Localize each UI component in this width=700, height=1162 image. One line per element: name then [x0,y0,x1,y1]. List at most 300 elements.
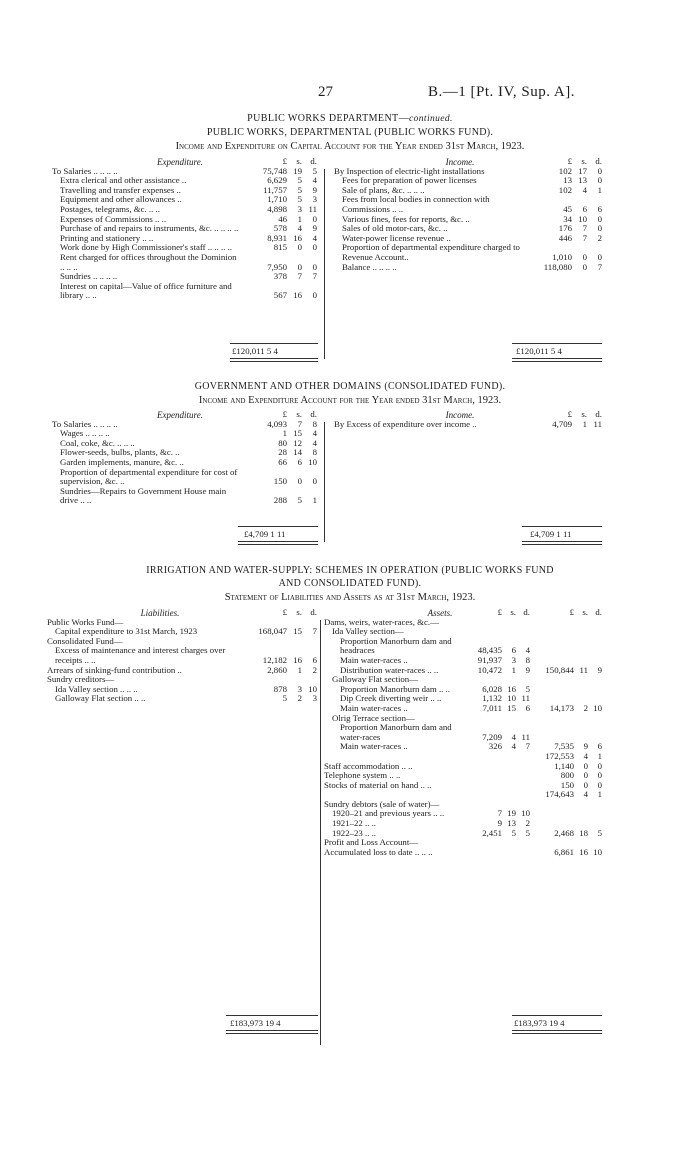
row-pence: 7 [597,261,602,272]
row-label: Purchase of and repairs to instruments, &c. .. .. .. .. [60,223,239,234]
row-pence: 7 [312,271,317,282]
row-pence: 0 [597,213,602,224]
row-pence-outer [588,714,602,724]
account-row [52,468,317,487]
row-pence: 2 [597,232,602,243]
row-shillings-outer [574,809,588,819]
row-pounds-outer: 174,643 [545,789,574,800]
row-shillings: 10 [578,213,587,224]
row-shillings-outer: 2 [583,702,588,713]
row-label: Proportion Manorburn dam and headraces [340,635,452,656]
row-pounds: 4,093 [267,418,287,429]
row-pounds: 6,629 [267,175,287,186]
row-pounds-inner: 10,472 [477,664,502,675]
row-pounds-outer: 2,468 [554,827,574,838]
row-pounds: 578 [273,223,287,234]
row-shillings-inner: 4 [511,731,516,742]
row-shillings: 16 [293,232,302,243]
row-shillings-inner: 3 [511,654,516,665]
account-row [52,487,317,506]
row-pence-outer [588,800,602,810]
row-pounds: 815 [273,242,287,253]
row-pence: 3 [312,693,317,704]
row-label: Rent charged for offices throughout the Dominion .. .. .. [60,251,237,272]
row-shillings: 13 [578,175,587,186]
section3-account-title: Statement of Liabilities and Assets as at 31st March, 1923. [224,592,476,603]
row-label: Sundry creditors— [47,674,115,685]
s3-assets-table [324,608,602,857]
row-label: Public Works Fund— [47,616,124,627]
s3-liab-total: £183,973 19 4 [230,1018,281,1028]
account-row [47,694,317,704]
row-shillings: 1 [297,664,302,675]
row-pence-outer [588,627,602,637]
row-pence: 3 [312,194,317,205]
row-pounds-outer: 1,140 [554,760,574,771]
row-pence: 0 [312,476,317,487]
row-pounds-inner: 9 [497,818,502,829]
row-shillings-outer: 11 [579,664,588,675]
row-pounds [243,637,287,647]
row-pence: 11 [308,203,317,214]
row-pence-inner: 6 [525,702,530,713]
row-label: Proportion of departmental expenditure charged to Revenue Account.. [342,242,520,262]
row-pounds: 118,080 [543,261,572,272]
row-pounds: 66 [278,456,287,467]
row-pence-outer: 0 [597,760,602,771]
row-label: Fees from local bodies in connection with Commissions .. .. [342,194,490,214]
section1-fund-title: PUBLIC WORKS, DEPARTMENTAL (PUBLIC WORKS FUND). [206,127,494,138]
row-shillings-inner: 16 [507,683,516,694]
s1-inc-double-rule [512,358,602,362]
row-label: 1921–22 .. .. [332,818,376,829]
pounds-header: £ [497,607,502,617]
row-shillings-outer: 4 [583,789,588,800]
shillings-header: s. [296,409,302,419]
row-pounds: 446 [558,232,572,243]
row-shillings-inner [502,781,516,791]
row-pence: 11 [593,418,602,429]
row-pounds-outer: 6,861 [554,846,574,857]
row-shillings: 15 [293,428,302,439]
row-shillings-outer [574,675,588,685]
row-pence-inner: 10 [521,808,530,819]
row-pounds: 176 [558,223,572,234]
shillings-header: s. [296,607,302,617]
pounds-header: £ [569,607,574,617]
row-shillings: 2 [297,693,302,704]
row-label: Dip Creek diverting weir .. .. [340,693,442,704]
row-label: Excess of maintenance and interest charges over receipts .. .. [55,645,226,665]
row-pence: 0 [597,165,602,176]
row-pence: 0 [312,261,317,272]
pounds-header: £ [567,156,572,166]
row-pence: 1 [312,495,317,506]
shillings-header: s. [296,156,302,166]
row-pence: 4 [312,428,317,439]
row-pounds-outer [530,675,574,685]
row-pence-inner: 8 [525,654,530,665]
row-shillings: 0 [582,251,587,262]
s2-inc-rule [522,526,602,527]
row-label: Sundries .. .. .. .. [60,271,118,282]
row-pounds-outer: 150 [560,779,574,790]
row-shillings-outer: 18 [579,827,588,838]
row-pounds-outer: 172,553 [545,750,574,761]
row-label: Balance .. .. .. .. [342,261,397,272]
row-pounds: 1 [282,428,287,439]
section2-account-title: Income and Expenditure Account for the Year ended 31st March, 1923. [198,395,502,406]
row-shillings-inner: 15 [507,702,516,713]
row-pounds-inner: 48,435 [477,645,502,656]
row-pounds: 2,860 [267,664,287,675]
row-shillings-inner: 5 [511,827,516,838]
pence-header: d. [595,409,602,419]
row-pence: 1 [597,184,602,195]
row-label: Water-power license revenue .. [342,232,451,243]
account-row [47,646,317,665]
row-pounds-inner [464,838,502,857]
row-pence: 0 [312,213,317,224]
row-shillings: 1 [297,213,302,224]
row-pounds-inner [464,800,502,810]
row-label: Equipment and other allowances .. [60,194,182,205]
s1-inc-rule [512,343,602,344]
row-shillings: 4 [582,184,587,195]
row-pounds: 567 [273,290,287,301]
row-pence-inner: 4 [525,645,530,656]
row-label: Proportion Manorburn dam .. .. [340,683,450,694]
row-pence-outer: 0 [597,770,602,781]
row-pounds: 150 [273,476,287,487]
row-shillings: 19 [293,165,302,176]
row-pounds: 102 [558,165,572,176]
row-shillings-inner: 13 [507,818,516,829]
row-pence: 0 [312,290,317,301]
shillings-header: s. [510,607,516,617]
row-pence-inner: 2 [525,818,530,829]
row-shillings: 5 [297,184,302,195]
row-label: Profit and Loss Account—Accumulated loss to date .. .. .. [324,837,433,857]
row-shillings: 0 [297,261,302,272]
row-pounds-outer [530,685,574,695]
s3-assets-double-rule [512,1030,602,1034]
s3-liabilities-table [47,608,317,704]
row-label: Main water-races .. [340,702,408,713]
row-pounds: 878 [273,683,287,694]
s3-liab-double-rule [226,1030,318,1034]
row-shillings-outer [574,714,588,724]
row-pounds-inner: 326 [488,741,502,752]
row-shillings: 12 [293,437,302,448]
s1-exp-rule [230,343,318,344]
account-row [334,263,602,273]
pounds-header: £ [282,409,287,419]
row-pence-outer: 10 [593,846,602,857]
row-pence-outer [588,618,602,628]
row-pence-outer [588,675,602,685]
row-shillings-inner: 10 [507,693,516,704]
row-pounds: 4,709 [552,418,572,429]
row-pence-inner [516,618,530,628]
row-label: Postages, telegrams, &c. .. .. [60,203,160,214]
row-label: Proportion Manorburn dam and water-races [340,722,452,742]
row-pounds: 75,748 [262,165,287,176]
row-pounds-outer [530,618,574,628]
row-label: Garden implements, manure, &c. .. [60,456,184,467]
row-label: Staff accommodation .. .. [324,760,413,771]
s1-expenditure-heading: Expenditure. [157,157,203,167]
row-shillings-inner [502,838,516,857]
row-shillings: 5 [297,194,302,205]
row-pounds: 4,898 [267,203,287,214]
row-label: Fees for preparation of power licenses [342,175,477,186]
row-pounds: 168,047 [258,626,287,637]
row-pence-inner: 9 [525,664,530,675]
row-pence-outer [588,637,602,656]
row-label: Galloway Flat section .. .. [55,693,146,704]
row-shillings-outer [574,800,588,810]
row-pounds: 34 [563,213,572,224]
row-shillings: 0 [297,476,302,487]
row-label: Sale of plans, &c. .. .. .. [342,184,425,195]
row-shillings: 3 [297,683,302,694]
pence-header: d. [523,607,530,617]
row-pounds: 1,710 [267,194,287,205]
row-pounds-outer [530,800,574,810]
row-pence-inner: 5 [525,827,530,838]
row-shillings-inner [502,627,516,637]
account-row [334,195,602,214]
row-pence-inner: 7 [525,741,530,752]
row-shillings: 5 [297,175,302,186]
row-shillings: 6 [582,203,587,214]
row-pence: 0 [597,223,602,234]
row-label: Interest on capital—Value of office furniture and library .. .. [60,280,232,301]
row-pounds-inner: 7,011 [482,702,502,713]
row-pence-inner [516,790,530,800]
row-pounds-inner [464,790,502,800]
s3-assets-heading: Assets. [427,608,453,618]
row-shillings: 3 [297,203,302,214]
row-shillings-inner [502,771,516,781]
row-pounds: 80 [278,437,287,448]
row-shillings: 16 [293,654,302,665]
row-pounds-inner [464,762,502,772]
row-shillings: 7 [582,223,587,234]
row-pence: 9 [312,223,317,234]
s1-expenditure-table [52,157,317,301]
row-pence-inner [516,752,530,762]
row-shillings: 7 [297,271,302,282]
s3-assets-rule [512,1015,602,1016]
row-label: Dams, weirs, water-races, &c.— [324,616,439,627]
row-pence-outer [588,685,602,695]
row-pounds-inner [464,618,502,628]
s1-exp-total: £120,011 5 4 [232,346,278,356]
pence-header: d. [310,607,317,617]
row-shillings: 0 [297,242,302,253]
row-pence: 7 [312,626,317,637]
row-pounds-inner [464,752,502,762]
row-pounds-inner [464,781,502,791]
row-pounds-outer [530,809,574,819]
page-reference: B.—1 [Pt. IV, Sup. A]. [428,84,575,100]
row-shillings: 7 [297,418,302,429]
row-label: Flower-seeds, bulbs, plants, &c. .. [60,447,180,458]
row-label: Proportion of departmental expenditure for cost of supervision, &c. .. [60,466,238,487]
dept-title: PUBLIC WORKS DEPARTMENT—continued. [247,113,453,124]
row-pence-inner: 5 [525,683,530,694]
row-shillings-outer: 4 [583,750,588,761]
row-pounds: 46 [278,213,287,224]
row-shillings-outer [574,637,588,656]
row-pence-outer: 5 [597,827,602,838]
pence-header: d. [310,409,317,419]
row-pounds: 45 [563,203,572,214]
s2-exp-rule [238,526,318,527]
row-pounds-inner: 7 [497,808,502,819]
pounds-header: £ [567,409,572,419]
row-pounds: 12,182 [262,654,287,665]
s2-income-heading: Income. [445,410,475,420]
s2-inc-total: £4,709 1 11 [530,529,572,539]
row-pence [302,637,317,647]
row-shillings: 4 [297,223,302,234]
row-shillings-inner: 19 [507,808,516,819]
row-pounds-outer: 150,844 [545,664,574,675]
row-pence-outer: 1 [597,789,602,800]
s1-exp-double-rule [230,358,318,362]
row-label: 1920–21 and previous years .. .. [332,808,445,819]
section2-fund-title: GOVERNMENT AND OTHER DOMAINS (CONSOLIDATED FUND). [194,381,506,392]
pence-header: d. [595,607,602,617]
row-pence-outer: 10 [593,702,602,713]
row-label: Telephone system .. .. [324,770,401,781]
row-pence-inner [516,781,530,791]
pence-header: d. [595,156,602,166]
row-pence-outer: 9 [597,664,602,675]
row-pence: 4 [312,232,317,243]
row-shillings-outer: 0 [583,779,588,790]
row-shillings-outer [574,627,588,637]
row-pence-outer: 1 [597,750,602,761]
row-pounds-outer [530,627,574,637]
row-pounds-outer [530,714,574,724]
row-pounds-inner: 91,937 [477,654,502,665]
row-pounds: 28 [278,447,287,458]
row-pence-inner [516,771,530,781]
row-pence-outer: 0 [597,779,602,790]
row-shillings-outer [574,723,588,742]
row-pounds: 1,010 [552,251,572,262]
row-pounds: 378 [273,271,287,282]
row-shillings-outer: 0 [583,770,588,781]
row-label: Ida Valley section .. .. .. [55,683,138,694]
row-pounds: 11,757 [263,184,287,195]
row-label: Expenses of Commissions .. .. [60,213,167,224]
s2-exp-double-rule [238,541,318,545]
row-label: Main water-races .. [340,741,408,752]
row-pounds-inner: 6,028 [482,683,502,694]
pounds-header: £ [282,156,287,166]
row-pence-inner [516,714,530,724]
s2-divider [324,422,325,542]
row-pence: 6 [597,203,602,214]
row-shillings-outer: 9 [583,741,588,752]
row-pounds-inner [464,714,502,724]
row-pounds-inner [464,627,502,637]
row-label: Coal, coke, &c. .. .. .. [60,437,135,448]
row-shillings: 1 [582,418,587,429]
row-pence: 10 [308,456,317,467]
row-pence: 10 [308,683,317,694]
row-pence: 0 [597,251,602,262]
row-label: Travelling and transfer expenses .. [60,184,181,195]
row-shillings-inner [502,714,516,724]
row-label: Wages .. .. .. .. [60,428,110,439]
s3-liab-rule [226,1015,318,1016]
account-row [52,253,317,272]
row-label: By Excess of expenditure over income .. [334,418,477,429]
row-label: To Salaries .. .. .. .. [52,165,118,176]
row-pounds-outer: 7,535 [554,741,574,752]
row-pence-inner: 11 [521,693,530,704]
row-label: 1922–23 .. .. [332,827,376,838]
row-shillings-inner: 1 [511,664,516,675]
row-label: Stocks of material on hand .. .. [324,779,432,790]
row-label: Distribution water-races .. .. [340,664,439,675]
row-label: Consolidated Fund— [47,635,123,646]
row-label: Sales of old motor-cars, &c. .. [342,223,448,234]
asset-row [324,723,602,742]
row-pounds-inner: 2,451 [482,827,502,838]
row-pounds: 102 [558,184,572,195]
row-shillings: 17 [578,165,587,176]
row-pounds: 13 [563,175,572,186]
s2-income-table [334,410,602,429]
asset-row [324,637,602,656]
shillings-header: s. [582,607,588,617]
row-shillings-outer [574,685,588,695]
pence-header: d. [310,156,317,166]
s1-income-table [334,157,602,272]
section1-account-title: Income and Expenditure on Capital Account for the Year ended 31st March, 1923. [175,141,525,152]
row-pounds: 288 [273,495,287,506]
section3-fund-title-2: AND CONSOLIDATED FUND). [278,578,422,589]
row-label: By Inspection of electric-light installations [334,165,485,176]
s3-liabilities-heading: Liabilities. [140,608,180,618]
row-label: Printing and stationery .. .. [60,232,154,243]
s2-expenditure-table [52,410,317,506]
row-pounds-outer [530,637,574,656]
account-row [334,243,602,262]
row-pounds-inner: 1,132 [482,693,502,704]
row-pence-inner [516,762,530,772]
row-pence: 2 [312,664,317,675]
row-shillings-inner: 4 [511,741,516,752]
row-shillings [287,637,302,647]
row-pence-outer: 6 [597,741,602,752]
row-label: Various fines, fees for reports, &c. .. [342,213,470,224]
row-pence: 6 [312,654,317,665]
row-shillings: 14 [293,447,302,458]
shillings-header: s. [581,156,587,166]
row-label: Main water-races .. [340,654,408,665]
row-shillings-inner [502,762,516,772]
row-shillings-inner [502,790,516,800]
row-shillings: 5 [297,495,302,506]
